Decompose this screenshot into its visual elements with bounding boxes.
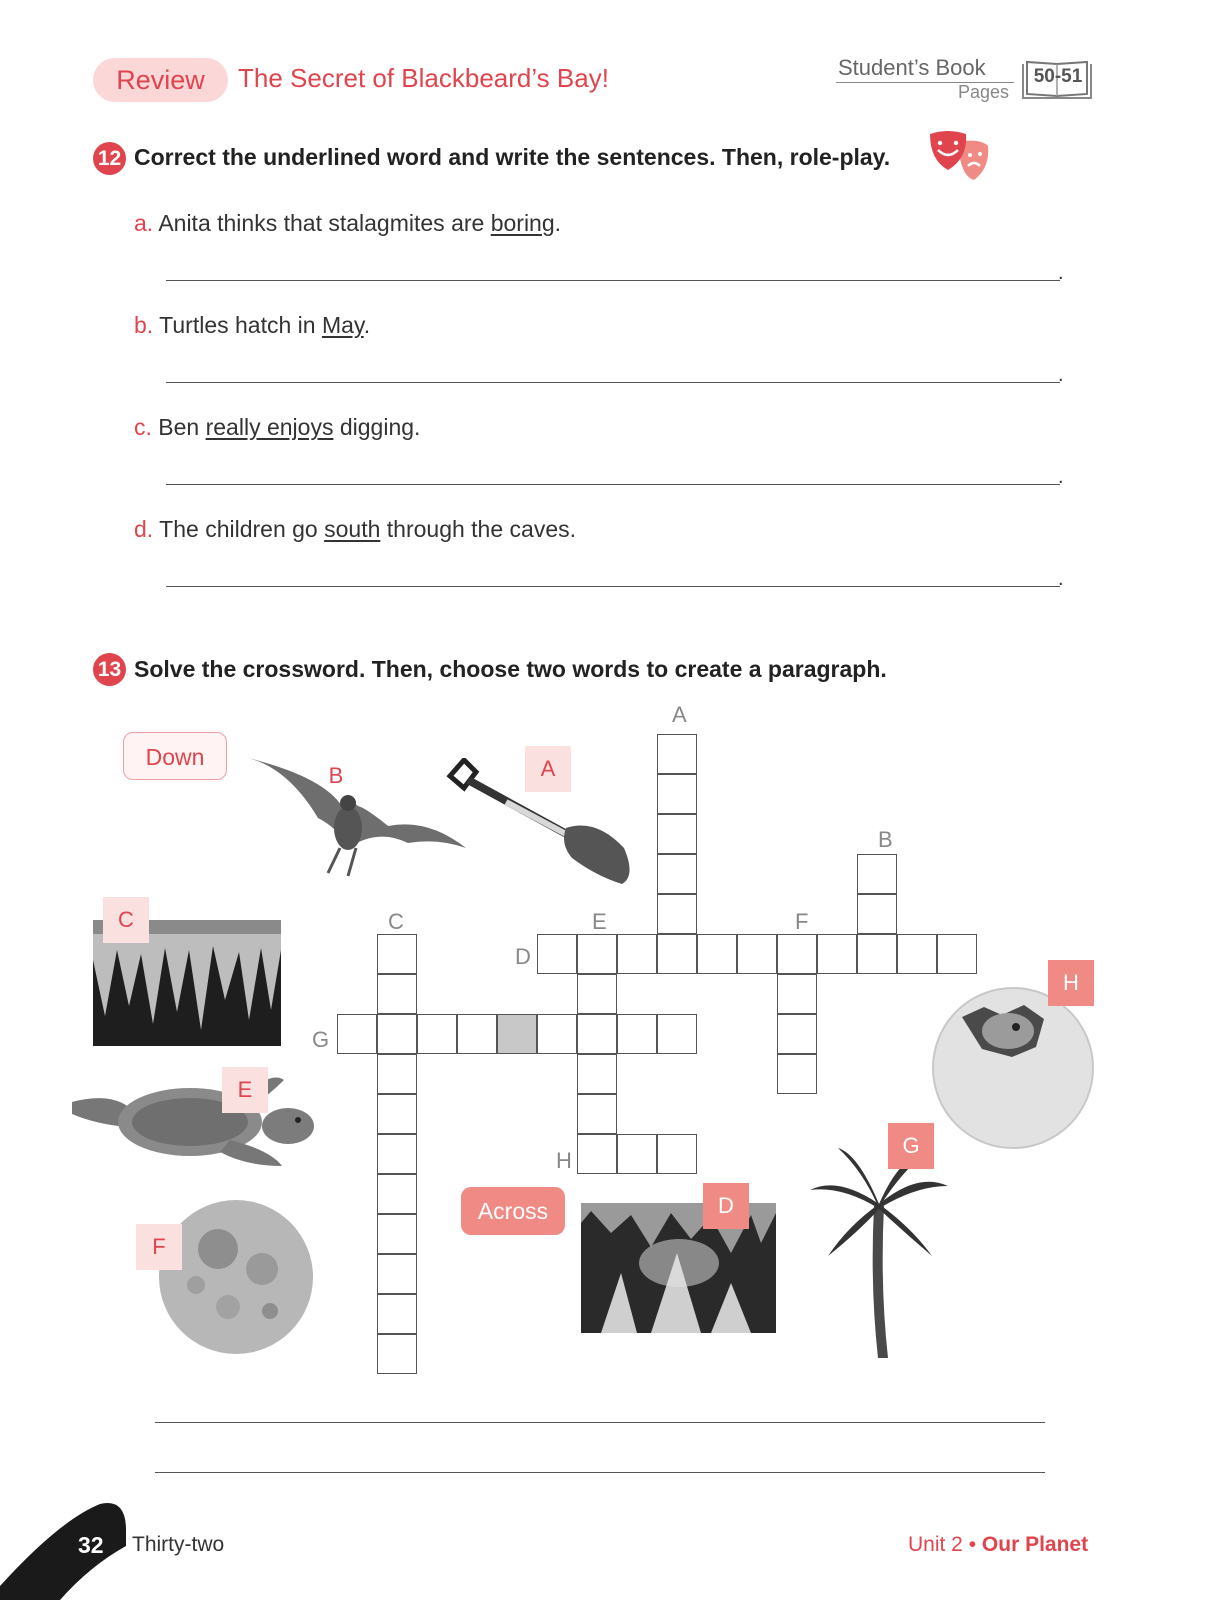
crossword-cell[interactable] <box>657 774 697 814</box>
sentence-text: . <box>363 312 371 338</box>
item-letter: c. <box>134 414 152 440</box>
crossword-cell[interactable] <box>537 1014 577 1054</box>
crossword-cell[interactable] <box>657 734 697 774</box>
crossword-cell[interactable] <box>897 934 937 974</box>
crossword-cell[interactable] <box>577 1134 617 1174</box>
crossword-cell[interactable] <box>817 934 857 974</box>
crossword-cell[interactable] <box>697 934 737 974</box>
page-number-word: Thirty-two <box>132 1533 225 1556</box>
underlined-word: really enjoys <box>205 414 334 440</box>
crossword-cell[interactable] <box>577 1014 617 1054</box>
answer-line-a[interactable] <box>166 280 1060 281</box>
crossword-cell[interactable] <box>537 934 577 974</box>
item-letter: b. <box>134 312 154 338</box>
picture-label-e: E <box>222 1067 268 1113</box>
crossword-label-h: H <box>556 1148 572 1173</box>
crossword-cell[interactable] <box>857 894 897 934</box>
crossword-cell[interactable] <box>377 1174 417 1214</box>
answer-period: . <box>1058 568 1064 590</box>
sentence-d <box>134 516 576 543</box>
underlined-word: boring <box>490 210 555 236</box>
crossword-label-d: D <box>515 944 531 969</box>
picture-label-g: G <box>888 1123 934 1169</box>
crossword-cell[interactable] <box>777 934 817 974</box>
sentence-a <box>134 210 561 237</box>
sentence-text: The children go <box>159 516 325 542</box>
crossword-cell[interactable] <box>577 1054 617 1094</box>
crossword-cell[interactable] <box>377 974 417 1014</box>
sentence-c <box>134 414 420 441</box>
crossword-cell[interactable] <box>377 1334 417 1374</box>
picture-label-f: F <box>136 1224 182 1270</box>
crossword-cell[interactable] <box>777 974 817 1014</box>
crossword-cell[interactable] <box>377 1254 417 1294</box>
crossword-cell[interactable] <box>457 1014 497 1054</box>
review-pill: Review <box>93 58 228 102</box>
sentence-text: . <box>554 210 562 236</box>
drama-masks-icon <box>928 128 1002 186</box>
crossword-cell[interactable] <box>937 934 977 974</box>
hatching-turtle-image <box>932 987 1094 1149</box>
answer-period: . <box>1058 364 1064 386</box>
crossword-label-g: G <box>312 1027 330 1052</box>
crossword-cell[interactable] <box>657 934 697 974</box>
moon-image <box>158 1199 314 1355</box>
crossword-cell[interactable] <box>577 934 617 974</box>
answer-period: . <box>1058 466 1064 488</box>
palm-tree-image <box>808 1146 950 1360</box>
crossword-blank-cell <box>497 1014 537 1054</box>
crossword-cell[interactable] <box>377 1014 417 1054</box>
crossword-cell[interactable] <box>617 1014 657 1054</box>
answer-line-d[interactable] <box>166 586 1060 587</box>
sentence-b <box>134 312 370 339</box>
picture-label-d: D <box>703 1183 749 1229</box>
crossword-label-f: F <box>795 909 809 934</box>
crossword-cell[interactable] <box>657 854 697 894</box>
exercise-12-number: 12 <box>93 142 126 175</box>
students-book-label: Student’s Book <box>838 55 986 80</box>
paragraph-line-1[interactable] <box>155 1422 1045 1423</box>
across-label: Across <box>461 1187 565 1235</box>
crossword-cell[interactable] <box>377 1054 417 1094</box>
sentence-text: Ben <box>158 414 206 440</box>
answer-line-c[interactable] <box>166 484 1060 485</box>
item-letter: a. <box>134 210 154 236</box>
underlined-word: south <box>324 516 381 542</box>
sentence-text: through the caves. <box>380 516 576 542</box>
answer-line-b[interactable] <box>166 382 1060 383</box>
crossword-label-b: B <box>878 827 893 852</box>
page-number: 32 <box>78 1532 104 1558</box>
sentence-text: Anita thinks that stalagmites are <box>158 210 491 236</box>
crossword-cell[interactable] <box>577 1094 617 1134</box>
crossword-cell[interactable] <box>617 934 657 974</box>
crossword-cell[interactable] <box>657 894 697 934</box>
crossword-cell[interactable] <box>657 1014 697 1054</box>
crossword-label-a: A <box>672 702 687 727</box>
crossword-cell[interactable] <box>377 934 417 974</box>
exercise-13-number: 13 <box>93 653 126 686</box>
crossword-cell[interactable] <box>857 934 897 974</box>
crossword-cell[interactable] <box>657 1134 697 1174</box>
crossword-cell[interactable] <box>777 1054 817 1094</box>
crossword-cell[interactable] <box>377 1214 417 1254</box>
down-label: Down <box>123 732 227 780</box>
crossword-cell[interactable] <box>377 1134 417 1174</box>
picture-label-c: C <box>103 897 149 943</box>
sentence-text: Turtles hatch in <box>159 312 322 338</box>
unit-number: Unit 2 <box>908 1533 963 1556</box>
pages-range: 50-51 <box>1033 66 1083 87</box>
crossword-cell[interactable] <box>857 854 897 894</box>
picture-label-b: B <box>328 763 344 788</box>
turtle-image <box>70 1070 318 1170</box>
crossword-cell[interactable] <box>377 1094 417 1134</box>
underlined-word: May <box>321 312 364 338</box>
answer-period: . <box>1058 262 1064 284</box>
unit-label <box>908 1533 1088 1557</box>
pages-label: Pages <box>958 82 1010 102</box>
exercise-13-instruction: Solve the crossword. Then, choose two words to create a paragraph. <box>134 656 887 682</box>
crossword-label-c: C <box>388 909 404 934</box>
crossword-cell[interactable] <box>337 1014 377 1054</box>
item-letter: d. <box>134 516 154 542</box>
unit-bullet: • <box>968 1533 977 1556</box>
picture-label-h: H <box>1048 960 1094 1006</box>
crossword-cell[interactable] <box>377 1294 417 1334</box>
crossword-cell[interactable] <box>417 1014 457 1054</box>
crossword-cell[interactable] <box>777 1014 817 1054</box>
crossword-cell[interactable] <box>737 934 777 974</box>
paragraph-line-2[interactable] <box>155 1472 1045 1473</box>
crossword-label-e: E <box>592 909 607 934</box>
sentence-text: digging. <box>333 414 421 440</box>
crossword-cell[interactable] <box>577 974 617 1014</box>
page-title: The Secret of Blackbeard’s Bay! <box>238 63 609 93</box>
crossword-cell[interactable] <box>657 814 697 854</box>
crossword-cell[interactable] <box>617 1134 657 1174</box>
unit-title: Our Planet <box>981 1533 1089 1556</box>
exercise-12-instruction: Correct the underlined word and write the sentences. Then, role-play. <box>134 144 891 170</box>
picture-label-a: A <box>525 746 571 792</box>
